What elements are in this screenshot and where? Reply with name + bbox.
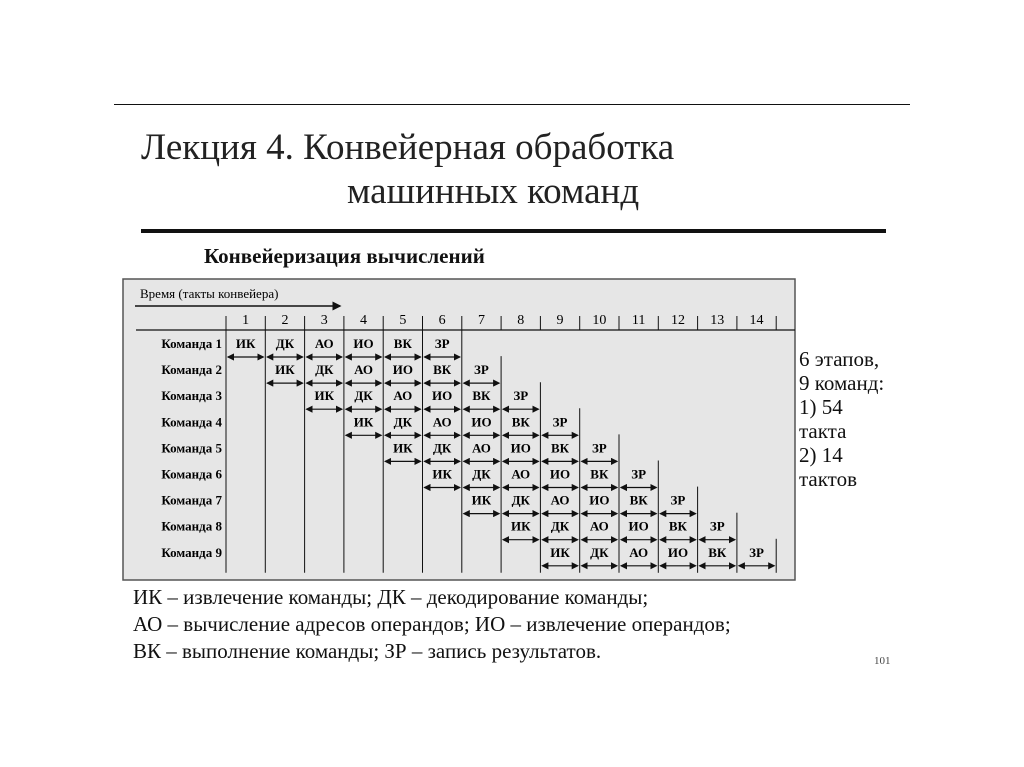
stage-cell: ИК	[393, 440, 413, 456]
stage-cell: АО	[314, 336, 334, 351]
tick-label: 7	[477, 313, 485, 328]
stage-cell: ВК	[511, 414, 530, 430]
stage-cell: ДК	[590, 544, 609, 560]
stage-cell: ВК	[590, 466, 609, 482]
stage-cell: ИО	[549, 466, 571, 482]
stage-cell: АО	[354, 362, 373, 378]
stage-cell: ВК	[472, 388, 491, 404]
command-label: Команда 3	[161, 388, 222, 404]
command-label: Команда 1	[161, 336, 222, 351]
stage-cell: ВК	[393, 336, 412, 351]
tick-label: 12	[670, 313, 685, 328]
stage-cell: ИК	[235, 336, 256, 351]
stage-cell: ДК	[354, 388, 373, 404]
legend-line: ВК – выполнение команды; ЗР – запись результатов.	[133, 639, 602, 663]
stage-cell: ЗР	[513, 388, 529, 404]
tick-label: 13	[710, 313, 725, 328]
legend	[133, 584, 731, 665]
stage-cell: АО	[393, 388, 413, 404]
stage-cell: ИО	[392, 362, 413, 378]
command-label: Команда 7	[161, 492, 222, 508]
stage-cell: АО	[550, 492, 570, 508]
stage-cell: АО	[629, 544, 649, 560]
stage-cell: ДК	[275, 336, 295, 351]
stage-cell: ВК	[433, 362, 452, 378]
stage-cell: ИК	[275, 362, 295, 378]
command-label: Команда 4	[161, 414, 222, 430]
tick-label: 10	[592, 313, 607, 328]
side-note-line: 2) 14	[799, 443, 843, 467]
stage-cell: ИО	[471, 414, 492, 430]
stage-cell: ВК	[550, 440, 570, 456]
side-note-line: тактов	[799, 467, 857, 491]
stage-cell: ДК	[550, 518, 570, 534]
stage-cell: ЗР	[474, 362, 489, 378]
tick-label: 3	[320, 313, 328, 328]
stage-cell: АО	[432, 414, 452, 430]
command-label: Команда 5	[161, 440, 222, 456]
pipeline-diagram	[122, 278, 797, 582]
command-label: Команда 9	[161, 544, 222, 560]
stage-cell: ИО	[432, 388, 453, 404]
stage-cell: ИО	[628, 518, 649, 534]
slide-title	[141, 126, 674, 214]
stage-cell: ИО	[589, 492, 610, 508]
tick-label: 9	[556, 313, 564, 328]
side-note-line: 6 этапов,	[799, 347, 880, 371]
title-underline	[141, 229, 886, 233]
stage-cell: ДК	[472, 466, 491, 482]
tick-label: 14	[749, 313, 764, 328]
side-note-line: 9 команд:	[799, 371, 885, 395]
stage-cell: ИО	[353, 336, 374, 351]
title-line-2: машинных команд	[347, 171, 640, 212]
stage-cell: ИК	[550, 544, 570, 560]
stage-cell: ИК	[510, 518, 531, 534]
stage-cell: ВК	[708, 544, 727, 560]
stage-cell: ДК	[393, 414, 413, 430]
tick-label: 11	[631, 313, 646, 328]
stage-cell: ДК	[315, 362, 334, 378]
stage-cell: АО	[589, 518, 609, 534]
stage-cell: ЗР	[631, 466, 647, 482]
stage-cell: АО	[472, 440, 491, 456]
title-line-1: Лекция 4. Конвейерная обработка	[141, 127, 675, 168]
side-note-line: 1) 54	[799, 395, 843, 419]
stage-cell: ИК	[314, 388, 335, 404]
stage-cell: ИО	[667, 544, 689, 560]
command-label: Команда 8	[161, 518, 222, 534]
legend-line: ИК – извлечение команды; ДК – декодирование команды;	[133, 585, 649, 609]
side-note	[799, 347, 884, 491]
side-note-line: такта	[799, 419, 847, 443]
stage-cell: ДК	[511, 492, 530, 508]
top-rule	[114, 104, 910, 105]
stage-cell: ЗР	[591, 440, 607, 456]
tick-label: 2	[281, 313, 289, 328]
stage-cell: ЗР	[709, 518, 725, 534]
subtitle: Конвейеризация вычислений	[204, 244, 485, 268]
command-label: Команда 6	[161, 466, 222, 482]
stage-cell: ЗР	[749, 544, 764, 560]
stage-cell: ДК	[432, 440, 452, 456]
stage-cell: ИК	[432, 466, 452, 482]
tick-label: 5	[399, 313, 407, 328]
stage-cell: ИО	[510, 440, 531, 456]
page-number: 101	[874, 655, 891, 664]
stage-cell: ИК	[353, 414, 374, 430]
tick-label: 8	[517, 313, 525, 328]
tick-label: 1	[242, 313, 250, 328]
stage-cell: ИК	[471, 492, 492, 508]
stage-cell: ВК	[629, 492, 648, 508]
diagram-frame	[123, 279, 795, 580]
time-axis-label: Время (такты конвейера)	[140, 286, 279, 301]
stage-cell: ВК	[668, 518, 688, 534]
command-label: Команда 2	[161, 362, 222, 378]
stage-cell: ЗР	[434, 336, 450, 351]
stage-cell: ЗР	[670, 492, 686, 508]
tick-label: 6	[438, 313, 446, 328]
tick-label: 4	[360, 313, 368, 328]
stage-cell: ЗР	[552, 414, 568, 430]
stage-cell: АО	[511, 466, 531, 482]
legend-line: АО – вычисление адресов операндов; ИО – извлечение операндов;	[133, 612, 731, 636]
